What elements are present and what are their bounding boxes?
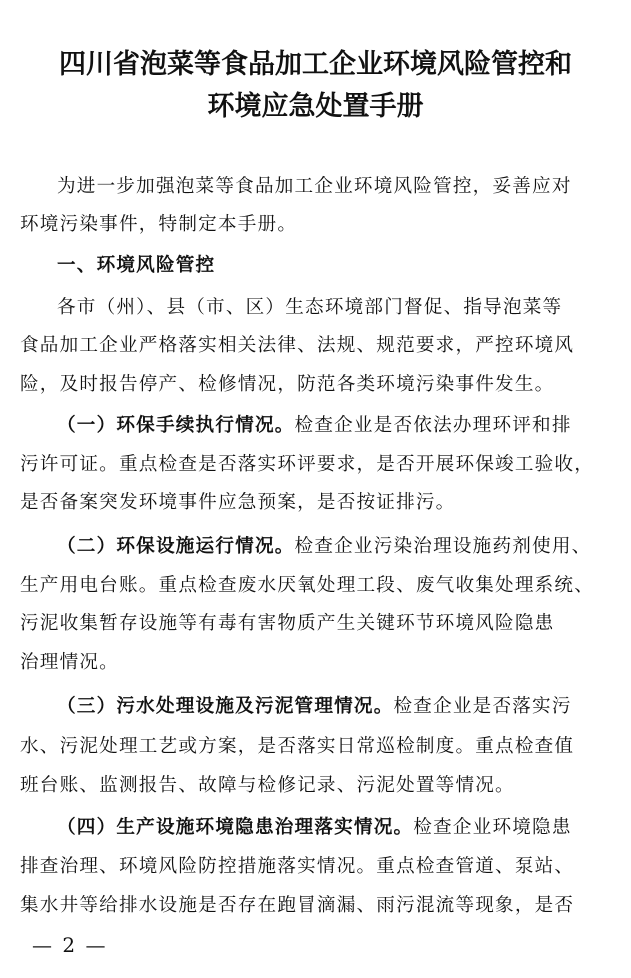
item3-line-1 <box>57 692 610 718</box>
section-heading-risk-control: 一、环境风险管控 <box>57 255 216 276</box>
item3-line-2: 水、污泥处理工艺或方案，是否落实日常巡检制度。重点检查值 <box>20 736 575 757</box>
item2-line-2: 生产用电台账。重点检查废水厌氧处理工段、废气收集处理系统、 <box>20 575 595 596</box>
item2-line-1-text: 检查企业污染治理设施药剂使用、 <box>294 536 592 557</box>
item1-line-2: 污许可证。重点检查是否落实环评要求，是否开展环保竣工验收， <box>20 454 595 475</box>
item1-line-1 <box>57 411 610 437</box>
section1-para-line-3: 险，及时报告停产、检修情况，防范各类环境污染事件发生。 <box>20 374 555 395</box>
item3-label: （三）污水处理设施及污泥管理情况。 <box>57 696 394 717</box>
item4-line-2: 排查治理、环境风险防控措施落实情况。重点检查管道、泵站、 <box>20 856 575 877</box>
item2-line-3: 污泥收集暂存设施等有毒有害物质产生关键环节环境风险隐患 <box>20 613 555 634</box>
intro-line-1: 为进一步加强泡菜等食品加工企业环境风险管控，妥善应对 <box>57 176 572 197</box>
item3-line-3: 班台账、监测报告、故障与检修记录、污泥处置等情况。 <box>20 775 515 796</box>
item2-line-4: 治理情况。 <box>20 652 119 673</box>
item1-line-1-text: 检查企业是否依法办理环评和排 <box>294 415 572 436</box>
document-title-line-1: 四川省泡菜等食品加工企业环境风险管控和 <box>59 49 572 80</box>
page-number: — 2 — <box>32 933 108 957</box>
item2-label: （二）环保设施运行情况。 <box>57 536 295 557</box>
item4-line-1-text: 检查企业环境隐患 <box>413 817 572 838</box>
document-title-line-2: 环境应急处置手册 <box>207 91 424 122</box>
item1-line-3: 是否备案突发环境事件应急预案，是否按证排污。 <box>20 492 456 513</box>
section1-para-line-1: 各市（州）、县（市、区）生态环境部门督促、指导泡菜等 <box>57 297 563 318</box>
intro-line-2: 环境污染事件，特制定本手册。 <box>20 214 298 235</box>
item3-line-1-text: 检查企业是否落实污 <box>393 696 572 717</box>
section1-para-line-2: 食品加工企业严格落实相关法律、法规、规范要求，严控环境风 <box>20 335 575 356</box>
item4-line-1 <box>57 813 610 839</box>
item1-label: （一）环保手续执行情况。 <box>57 415 295 436</box>
item4-line-3: 集水井等给排水设施是否存在跑冒滴漏、雨污混流等现象，是否 <box>20 895 575 916</box>
item2-line-1 <box>57 532 610 558</box>
item4-label: （四）生产设施环境隐患治理落实情况。 <box>57 817 414 838</box>
